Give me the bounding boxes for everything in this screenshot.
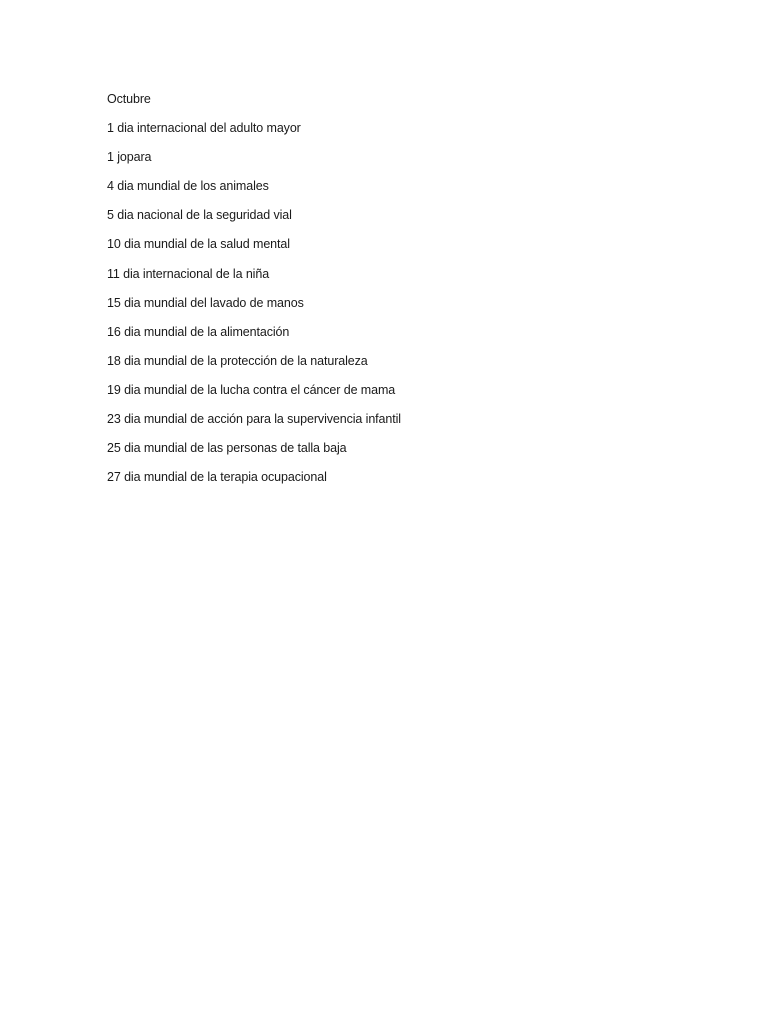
list-item: 23 dia mundial de acción para la supervivencia infantil xyxy=(107,412,401,427)
list-item: 1 jopara xyxy=(107,150,152,165)
list-item: 10 dia mundial de la salud mental xyxy=(107,237,290,252)
list-item: 19 dia mundial de la lucha contra el cáncer de mama xyxy=(107,382,396,397)
list-item: 1 dia internacional del adulto mayor xyxy=(107,121,301,136)
list-item: 16 dia mundial de la alimentación xyxy=(107,324,290,339)
document-body xyxy=(107,91,707,498)
list-item: 4 dia mundial de los animales xyxy=(107,179,269,194)
list-item: 5 dia nacional de la seguridad vial xyxy=(107,208,292,223)
list-item: 15 dia mundial del lavado de manos xyxy=(107,295,304,310)
list-item: 11 dia internacional de la niña xyxy=(107,266,270,281)
document-heading: Octubre xyxy=(107,92,151,106)
list-item: 27 dia mundial de la terapia ocupacional xyxy=(107,470,327,485)
list-item: 25 dia mundial de las personas de talla baja xyxy=(107,441,347,456)
list-item: 18 dia mundial de la protección de la naturaleza xyxy=(107,353,368,368)
